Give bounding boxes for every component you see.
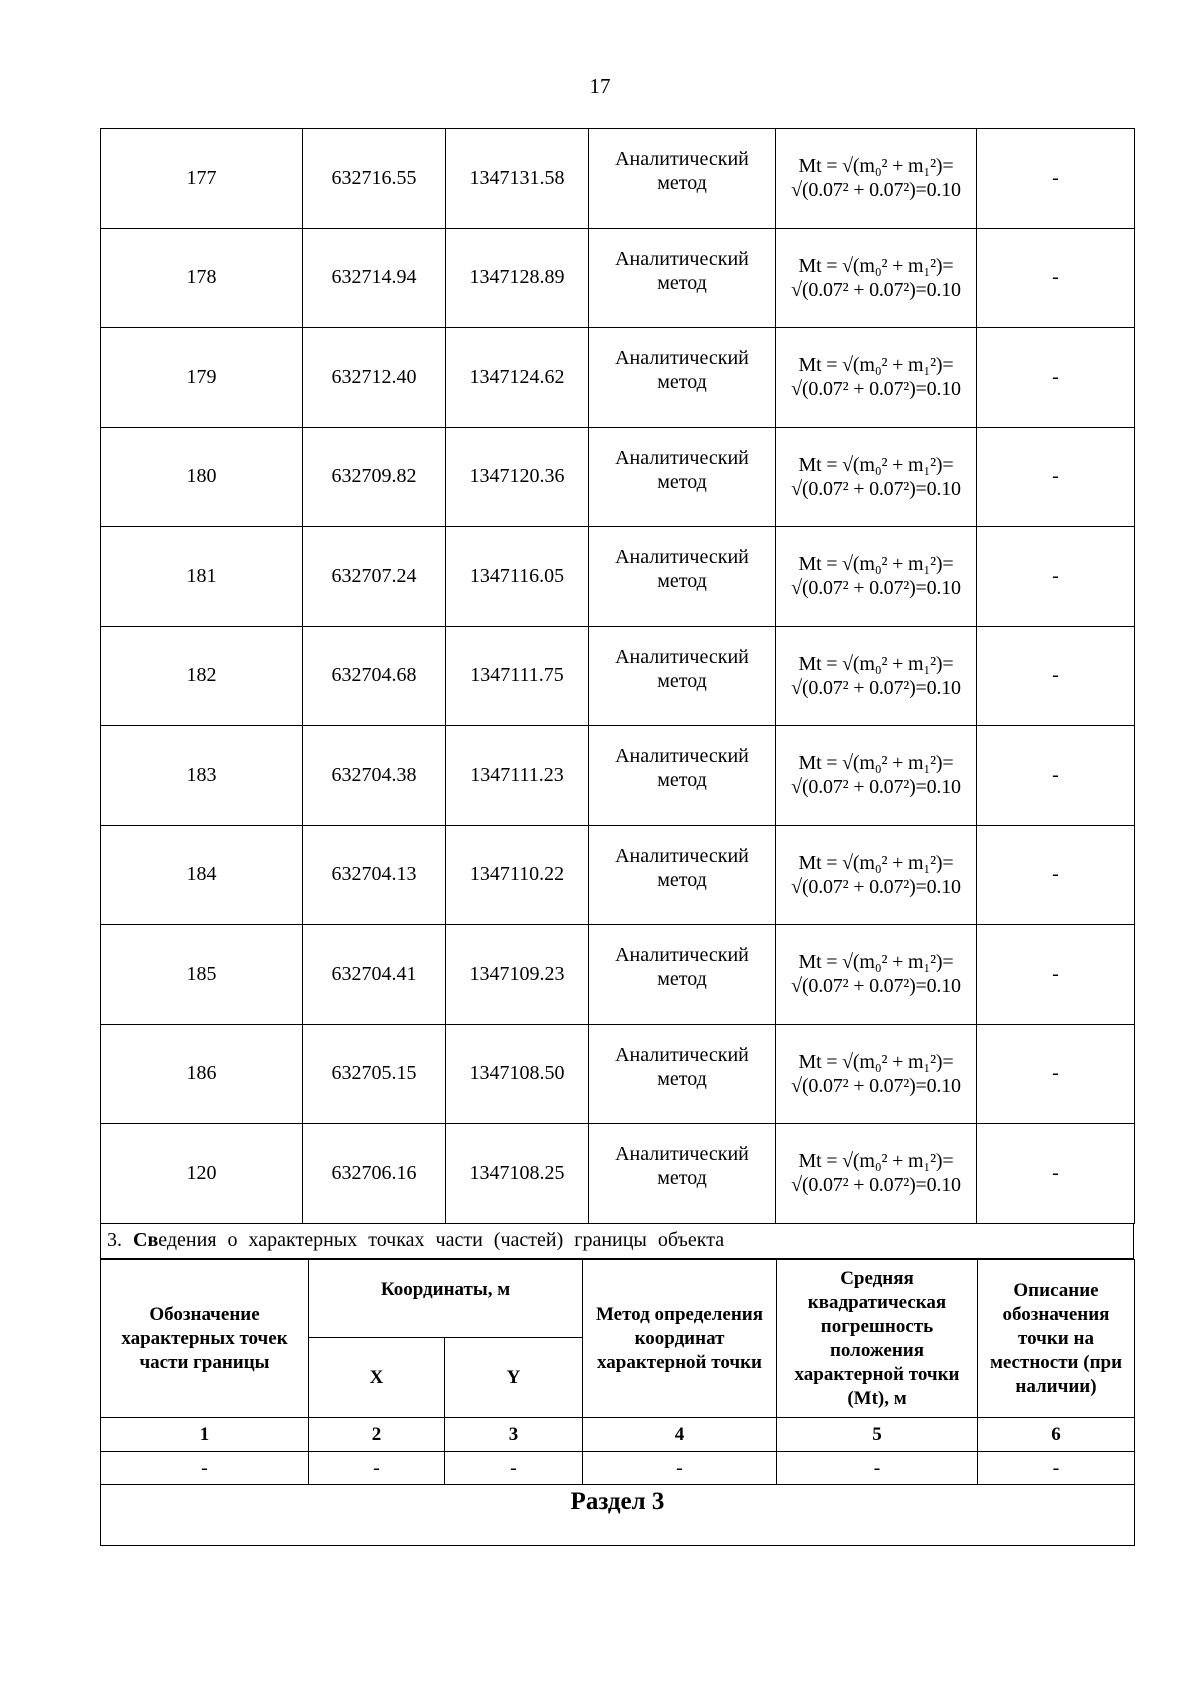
point-y: 1347128.89 — [446, 228, 589, 328]
point-error-value: √(0.07² + 0.07²)=0.10 — [791, 1074, 961, 1097]
point-x: 632705.15 — [303, 1024, 446, 1124]
point-y: 1347124.62 — [446, 328, 589, 428]
point-error-formula: Mt = √(m₀² + m₁²)= — [798, 1050, 954, 1073]
section-number: 3. — [107, 1229, 122, 1251]
table-cell: - — [978, 1452, 1135, 1485]
point-error-formula: Mt = √(m₀² + m₁²)= — [798, 155, 954, 178]
next-section-row — [101, 1485, 1135, 1546]
table-row — [101, 129, 1135, 229]
point-method-line: метод — [657, 371, 707, 394]
point-method-line: метод — [657, 669, 707, 692]
point-id: 178 — [101, 228, 303, 328]
point-id: 180 — [101, 427, 303, 527]
point-method — [589, 427, 776, 527]
point-method-line: метод — [657, 968, 707, 991]
point-method — [589, 527, 776, 627]
point-id: 182 — [101, 626, 303, 726]
point-error-value: √(0.07² + 0.07²)=0.10 — [791, 577, 961, 600]
point-id: 183 — [101, 726, 303, 826]
point-y: 1347108.25 — [446, 1124, 589, 1224]
point-y: 1347111.23 — [446, 726, 589, 826]
header-description: Описание обозначения точки на местности (при наличии) — [978, 1260, 1135, 1418]
point-method — [589, 1024, 776, 1124]
point-x: 632714.94 — [303, 228, 446, 328]
table-row — [101, 527, 1135, 627]
point-id: 181 — [101, 527, 303, 627]
point-y: 1347110.22 — [446, 825, 589, 925]
table-row — [101, 626, 1135, 726]
column-number: 6 — [978, 1418, 1135, 1452]
point-method-line: метод — [657, 1167, 707, 1190]
point-error-formula: Mt = √(m₀² + m₁²)= — [798, 851, 954, 874]
point-method-line: Аналитический — [615, 645, 749, 668]
table-cell: - — [777, 1452, 978, 1485]
point-method-line: Аналитический — [615, 347, 749, 370]
point-id: 120 — [101, 1124, 303, 1224]
point-method-line: Аналитический — [615, 446, 749, 469]
column-number: 4 — [583, 1418, 777, 1452]
point-method — [589, 129, 776, 229]
point-description: - — [977, 1024, 1135, 1124]
point-error — [776, 925, 977, 1025]
point-method — [589, 626, 776, 726]
point-id: 186 — [101, 1024, 303, 1124]
point-method-line: Аналитический — [615, 148, 749, 171]
boundary-points-table — [100, 128, 1135, 1224]
column-number: 5 — [777, 1418, 978, 1452]
point-description: - — [977, 726, 1135, 826]
point-error — [776, 726, 977, 826]
point-error-formula: Mt = √(m₀² + m₁²)= — [798, 453, 954, 476]
header-method: Метод определения координат характерной точки — [583, 1260, 777, 1418]
table-cell: - — [445, 1452, 583, 1485]
column-number: 3 — [445, 1418, 583, 1452]
point-error — [776, 1124, 977, 1224]
point-error-formula: Mt = √(m₀² + m₁²)= — [798, 354, 954, 377]
point-error-formula: Mt = √(m₀² + m₁²)= — [798, 652, 954, 675]
point-method-line: Аналитический — [615, 1143, 749, 1166]
table-cell: - — [101, 1452, 309, 1485]
point-error-value: √(0.07² + 0.07²)=0.10 — [791, 477, 961, 500]
point-y: 1347116.05 — [446, 527, 589, 627]
point-error — [776, 228, 977, 328]
point-error-value: √(0.07² + 0.07²)=0.10 — [791, 676, 961, 699]
table-row — [101, 1452, 1135, 1485]
page-number: 17 — [589, 74, 611, 98]
point-y: 1347109.23 — [446, 925, 589, 1025]
point-y: 1347131.58 — [446, 129, 589, 229]
point-error — [776, 626, 977, 726]
point-method-line: метод — [657, 470, 707, 493]
header-coordinates: Координаты, м — [309, 1260, 583, 1338]
next-section-title: Раздел 3 — [101, 1485, 1135, 1546]
table-row — [101, 228, 1135, 328]
section-caption-bold: Св — [133, 1229, 159, 1251]
point-error-value: √(0.07² + 0.07²)=0.10 — [791, 875, 961, 898]
point-method-line: метод — [657, 868, 707, 891]
point-method-line: метод — [657, 172, 707, 195]
table-row — [101, 427, 1135, 527]
point-description: - — [977, 925, 1135, 1025]
point-method-line: Аналитический — [615, 247, 749, 270]
point-method — [589, 925, 776, 1025]
point-error-value: √(0.07² + 0.07²)=0.10 — [791, 1174, 961, 1197]
point-error — [776, 427, 977, 527]
point-method — [589, 328, 776, 428]
point-y: 1347120.36 — [446, 427, 589, 527]
point-id: 184 — [101, 825, 303, 925]
column-number: 1 — [101, 1418, 309, 1452]
point-method-line: Аналитический — [615, 1043, 749, 1066]
point-id: 177 — [101, 129, 303, 229]
point-method-line: Аналитический — [615, 944, 749, 967]
point-description: - — [977, 527, 1135, 627]
point-description: - — [977, 825, 1135, 925]
point-x: 632716.55 — [303, 129, 446, 229]
table-row — [101, 1124, 1135, 1224]
table-row — [101, 726, 1135, 826]
point-method-line: метод — [657, 271, 707, 294]
point-error-value: √(0.07² + 0.07²)=0.10 — [791, 179, 961, 202]
point-x: 632704.41 — [303, 925, 446, 1025]
point-id: 185 — [101, 925, 303, 1025]
table-row — [101, 925, 1135, 1025]
point-x: 632706.16 — [303, 1124, 446, 1224]
section-caption-text: едения о характерных точках части (частей) границы объекта — [158, 1229, 725, 1251]
point-error — [776, 1024, 977, 1124]
table-cell: - — [583, 1452, 777, 1485]
point-description: - — [977, 626, 1135, 726]
part-boundary-points-table — [100, 1259, 1135, 1546]
point-x: 632704.38 — [303, 726, 446, 826]
header-x: X — [309, 1338, 445, 1418]
point-x: 632707.24 — [303, 527, 446, 627]
point-x: 632704.13 — [303, 825, 446, 925]
point-method-line: метод — [657, 570, 707, 593]
point-x: 632709.82 — [303, 427, 446, 527]
point-description: - — [977, 1124, 1135, 1224]
point-error — [776, 129, 977, 229]
point-error-formula: Mt = √(m₀² + m₁²)= — [798, 1150, 954, 1173]
header-y: Y — [445, 1338, 583, 1418]
column-number: 2 — [309, 1418, 445, 1452]
point-error-value: √(0.07² + 0.07²)=0.10 — [791, 975, 961, 998]
point-description: - — [977, 129, 1135, 229]
table-row — [101, 825, 1135, 925]
point-y: 1347108.50 — [446, 1024, 589, 1124]
boundary-points-body — [101, 129, 1135, 1224]
point-method — [589, 726, 776, 826]
table-row — [101, 328, 1135, 428]
point-method — [589, 825, 776, 925]
point-x: 632712.40 — [303, 328, 446, 428]
point-error-formula: Mt = √(m₀² + m₁²)= — [798, 951, 954, 974]
column-numbers-row — [101, 1418, 1135, 1452]
point-error-value: √(0.07² + 0.07²)=0.10 — [791, 776, 961, 799]
point-error — [776, 825, 977, 925]
point-method — [589, 228, 776, 328]
point-method-line: Аналитический — [615, 844, 749, 867]
point-description: - — [977, 228, 1135, 328]
point-description: - — [977, 427, 1135, 527]
section-3-caption — [100, 1223, 1134, 1259]
point-method-line: Аналитический — [615, 546, 749, 569]
point-x: 632704.68 — [303, 626, 446, 726]
point-description: - — [977, 328, 1135, 428]
point-y: 1347111.75 — [446, 626, 589, 726]
point-error — [776, 328, 977, 428]
point-method — [589, 1124, 776, 1224]
header-error: Средняя квадратическая погрешность положения характерной точки (Mt), м — [777, 1260, 978, 1418]
point-id: 179 — [101, 328, 303, 428]
point-error — [776, 527, 977, 627]
point-method-line: метод — [657, 769, 707, 792]
point-error-formula: Mt = √(m₀² + m₁²)= — [798, 254, 954, 277]
header-designation: Обозначение характерных точек части границы — [101, 1260, 309, 1418]
point-method-line: метод — [657, 1067, 707, 1090]
point-method-line: Аналитический — [615, 745, 749, 768]
point-error-value: √(0.07² + 0.07²)=0.10 — [791, 378, 961, 401]
table-cell: - — [309, 1452, 445, 1485]
point-error-value: √(0.07² + 0.07²)=0.10 — [791, 278, 961, 301]
table-row — [101, 1024, 1135, 1124]
point-error-formula: Mt = √(m₀² + m₁²)= — [798, 553, 954, 576]
point-error-formula: Mt = √(m₀² + m₁²)= — [798, 752, 954, 775]
